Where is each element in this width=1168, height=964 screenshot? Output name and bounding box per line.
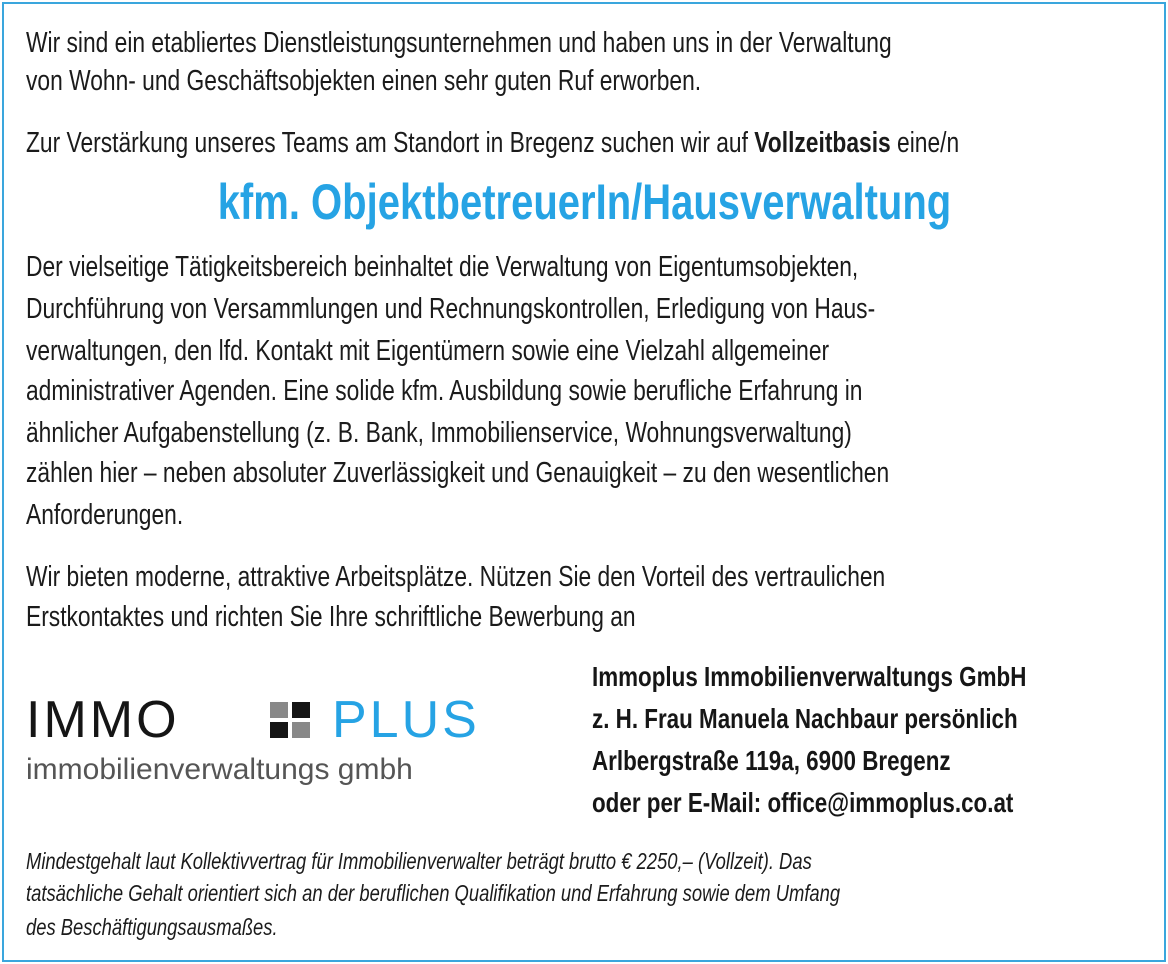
intro-line-3-pre: Zur Verstärkung unseres Teams am Standort in Bregenz suchen wir auf xyxy=(26,127,755,159)
offer-line-text: Wir bieten moderne, attraktive Arbeitsplätze. Nützen Sie den Vorteil des vertraulichen xyxy=(26,561,886,593)
intro-line-1 xyxy=(26,26,1108,60)
body-line xyxy=(26,374,1156,408)
contact-person xyxy=(592,702,1152,736)
intro-line-3-post: eine/n xyxy=(890,127,960,159)
body-line-text: zählen hier – neben absoluter Zuverlässigkeit und Genauigkeit – zu den wesentlichen xyxy=(26,457,890,489)
body-line xyxy=(26,334,1156,368)
intro-line-3-text xyxy=(26,126,959,160)
contact-company-text: Immoplus Immobilienverwaltungs GmbH xyxy=(592,661,1027,692)
contact-email-text: oder per E-Mail: office@immoplus.co.at xyxy=(592,787,1014,818)
contact-person-text: z. H. Frau Manuela Nachbaur persönlich xyxy=(592,703,1018,734)
logo-subtitle: immobilienverwaltungs gmbh xyxy=(26,753,413,786)
salary-note-text: tatsächliche Gehalt orientiert sich an der beruflichen Qualifikation und Erfahrung sowie dem Umfang xyxy=(26,880,841,906)
salary-note-line xyxy=(26,912,1156,942)
offer-line xyxy=(26,600,1156,634)
immoplus-logo xyxy=(26,690,566,800)
intro-line-1-text: Wir sind ein etabliertes Dienstleistungsunternehmen und haben uns in der Verwaltung xyxy=(26,27,892,59)
body-line-text: administrativer Agenden. Eine solide kfm. Ausbildung sowie berufliche Erfahrung in xyxy=(26,375,863,407)
salary-note-line xyxy=(26,846,1156,876)
body-line xyxy=(26,498,1156,532)
body-line-text: Der vielseitige Tätigkeitsbereich beinhaltet die Verwaltung von Eigentumsobjekten, xyxy=(26,251,859,283)
intro-line-3 xyxy=(26,126,1168,160)
body-line-text: ähnlicher Aufgabenstellung (z. B. Bank, Immobilienservice, Wohnungsverwaltung) xyxy=(26,417,852,449)
logo-squares-icon xyxy=(270,702,310,738)
offer-line xyxy=(26,560,1156,594)
body-line-text: Durchführung von Versammlungen und Rechnungskontrollen, Erledigung von Haus- xyxy=(26,293,876,325)
employment-type: Vollzeitbasis xyxy=(754,127,891,159)
job-title-text: kfm. ObjektbetreuerIn/Hausverwaltung xyxy=(217,174,951,230)
contact-address-text: Arlbergstraße 119a, 6900 Bregenz xyxy=(592,745,951,776)
logo-word-plus: PLUS xyxy=(332,691,480,749)
intro-line-2 xyxy=(26,64,870,98)
logo-word-immo: IMMO xyxy=(26,691,180,749)
offer-line-text: Erstkontaktes und richten Sie Ihre schriftliche Bewerbung an xyxy=(26,601,636,633)
salary-note-line xyxy=(26,878,1156,908)
contact-company xyxy=(592,660,1152,694)
salary-note-text: des Beschäftigungsausmaßes. xyxy=(26,914,278,940)
intro-line-2-text: von Wohn- und Geschäftsobjekten einen sehr guten Ruf erworben. xyxy=(26,65,702,97)
salary-note-text: Mindestgehalt laut Kollektivvertrag für Immobilienverwalter beträgt brutto € 2250,– (Vollzeit). Das xyxy=(26,848,812,874)
body-line xyxy=(26,292,1156,326)
job-title-headline xyxy=(0,170,1168,234)
body-line-text: Anforderungen. xyxy=(26,499,184,531)
body-line xyxy=(26,416,1156,450)
body-line-text: verwaltungen, den lfd. Kontakt mit Eigentümern sowie eine Vielzahl allgemeiner xyxy=(26,335,830,367)
body-line xyxy=(26,456,1156,490)
contact-email xyxy=(592,786,1152,820)
body-line xyxy=(26,250,1156,284)
contact-address xyxy=(592,744,1152,778)
